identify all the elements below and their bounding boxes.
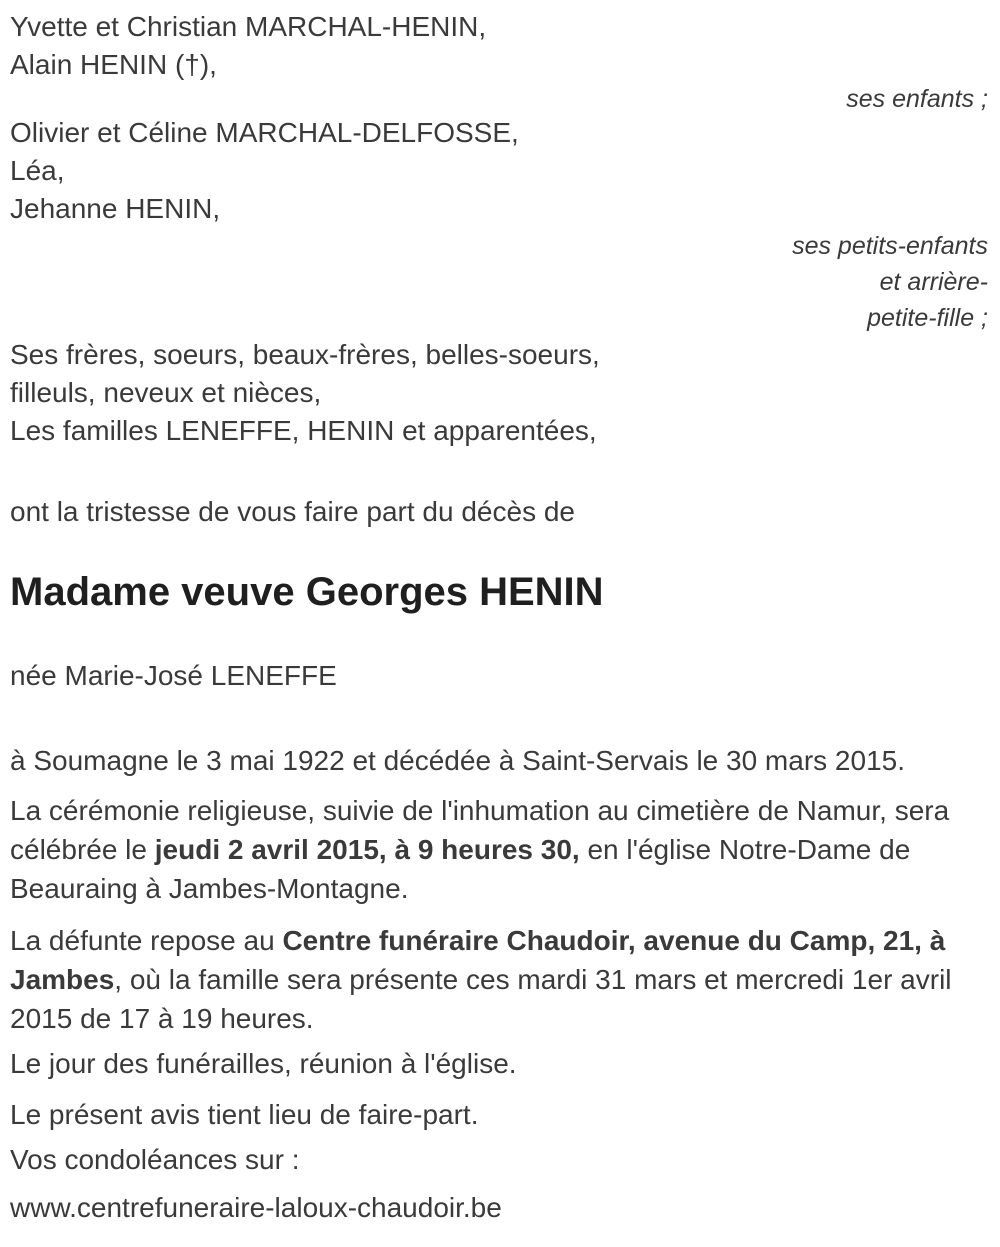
repose-paragraph <box>10 921 988 1038</box>
ceremony-text-pre: La cérémonie religieuse, suivie de l'inhumation au cimetière de Namur, sera célébrée le <box>10 795 950 865</box>
announcement-line: ont la tristesse de vous faire part du décès de <box>10 496 575 527</box>
deceased-name-heading: Madame veuve Georges HENIN <box>10 570 604 614</box>
grandchildren-attribution-line-2: et arrière- <box>879 268 988 296</box>
life-dates-line: à Soumagne le 3 mai 1922 et décédée à Saint-Servais le 30 mars 2015. <box>10 745 906 776</box>
grandchildren-attribution-line-1: ses petits-enfants <box>792 232 988 260</box>
ceremony-text-post: en l'église Notre-Dame de Beauraing à Jambes-Montagne. <box>10 834 911 904</box>
relatives-line-3: Les familles LENEFFE, HENIN et apparentées, <box>10 415 597 446</box>
ceremony-date-bold: jeudi 2 avril 2015, à 9 heures 30, <box>154 834 580 865</box>
repose-text-post: , où la famille sera présente ces mardi 31 mars et mercredi 1er avril 2015 de 17 à 19 heures. <box>10 964 952 1034</box>
grandchildren-line-2: Léa, <box>10 155 65 186</box>
ceremony-paragraph <box>10 791 988 908</box>
grandchildren-line-3: Jehanne HENIN, <box>10 193 221 224</box>
children-line-1: Yvette et Christian MARCHAL-HENIN, <box>10 11 487 42</box>
children-attribution: ses enfants ; <box>846 85 988 113</box>
relatives-line-2: filleuls, neveux et nièces, <box>10 377 322 408</box>
condolences-url-link[interactable]: www.centrefuneraire-laloux-chaudoir.be <box>10 1192 502 1223</box>
grandchildren-line-1: Olivier et Céline MARCHAL-DELFOSSE, <box>10 117 519 148</box>
repose-text-pre: La défunte repose au <box>10 925 283 956</box>
children-line-2: Alain HENIN (†), <box>10 49 217 80</box>
legal-notice-line: Le présent avis tient lieu de faire-part. <box>10 1099 479 1130</box>
condolences-label: Vos condoléances sur : <box>10 1144 300 1175</box>
funeral-home-address-bold: Centre funéraire Chaudoir, avenue du Camp, 21, à Jambes <box>10 925 946 995</box>
relatives-line-1: Ses frères, soeurs, beaux-frères, belles-soeurs, <box>10 339 600 370</box>
maiden-name-line: née Marie-José LENEFFE <box>10 660 337 691</box>
grandchildren-attribution-line-3: petite-fille ; <box>867 304 988 332</box>
funeral-day-line: Le jour des funérailles, réunion à l'église. <box>10 1048 517 1079</box>
